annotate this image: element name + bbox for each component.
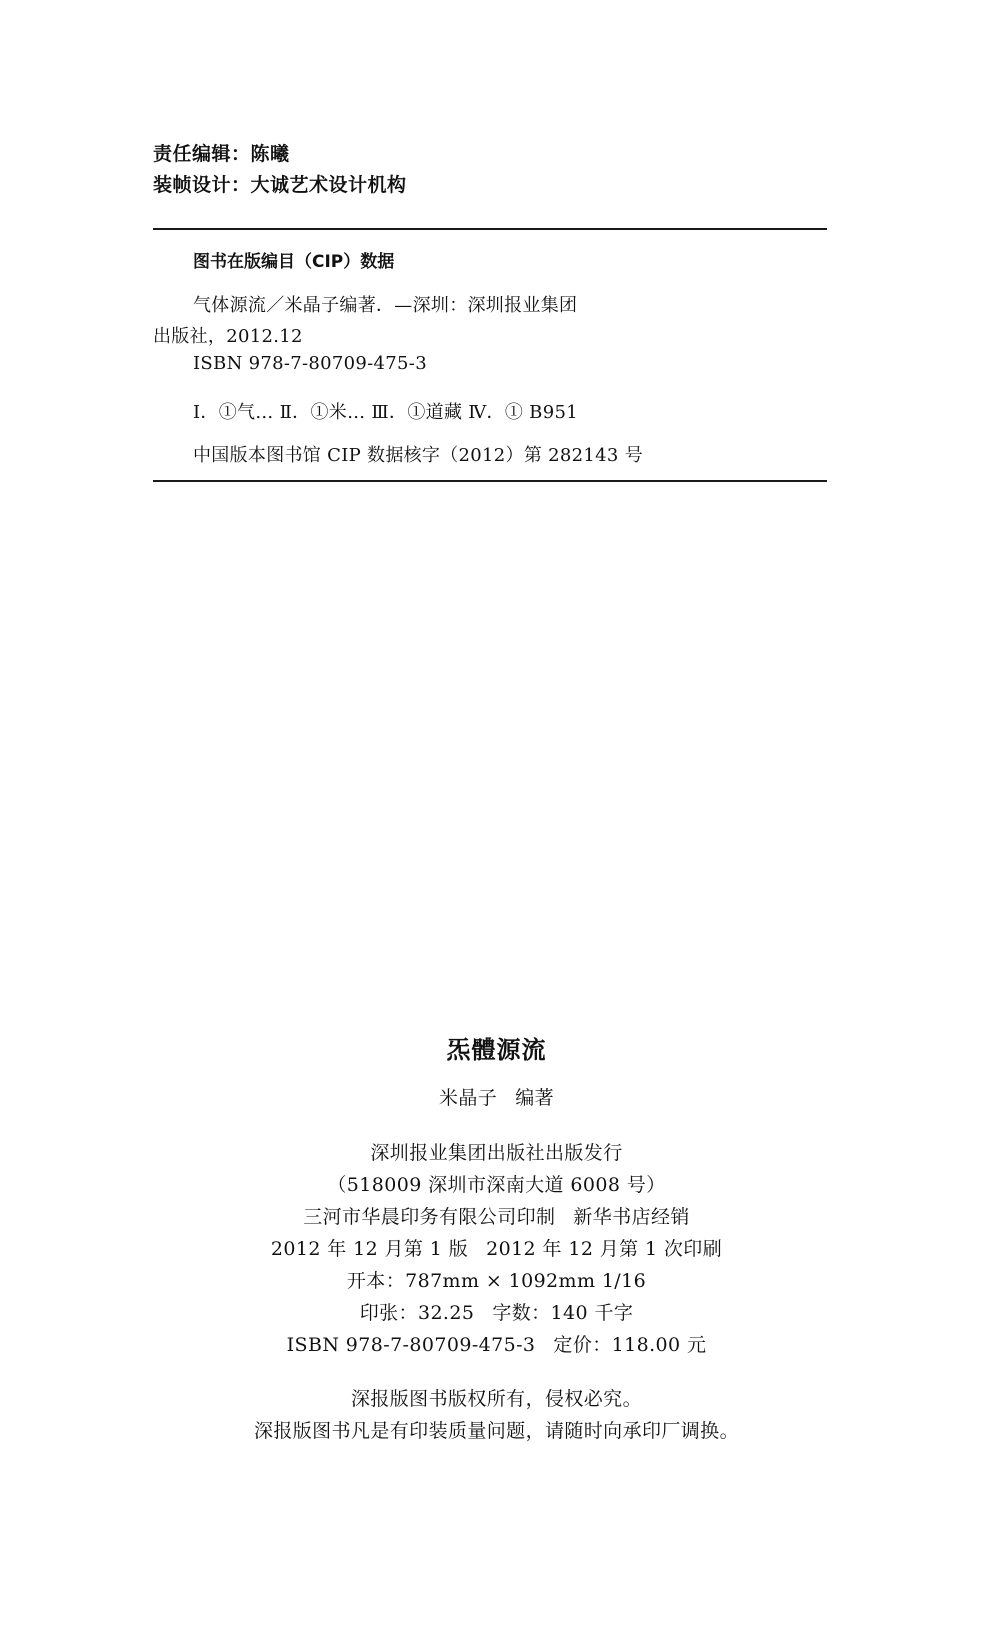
word-count: 字数：140 千字 xyxy=(492,1302,634,1324)
design-credit xyxy=(153,170,407,197)
publisher-address: （518009 深圳市深南大道 6008 号） xyxy=(327,1174,666,1196)
printer: 三河市华晨印务有限公司印制 xyxy=(303,1206,556,1228)
publisher-line: 深圳报业集团出版社出版发行 xyxy=(370,1142,623,1164)
printing: 2012 年 12 月第 1 次印刷 xyxy=(486,1238,723,1260)
edition: 2012 年 12 月第 1 版 xyxy=(270,1238,469,1260)
editor-name: 陈曦 xyxy=(250,143,290,165)
book-title: 炁體源流 xyxy=(446,1036,547,1064)
author-line xyxy=(0,1083,993,1110)
cip-entry-line2: 出版社，2012.12 xyxy=(153,326,303,347)
cip-entry-line1: 气体源流／米晶子编著．—深圳：深圳报业集团 xyxy=(193,295,578,316)
cip-classification: Ⅰ．①气… Ⅱ．①米… Ⅲ．①道藏 Ⅳ．① B951 xyxy=(193,402,578,423)
quality-notice: 深报版图书凡是有印装质量问题，请随时向承印厂调换。 xyxy=(253,1420,739,1442)
author-role: 编著 xyxy=(515,1087,554,1109)
printer-line xyxy=(0,1202,993,1229)
cip-top-rule xyxy=(153,228,827,230)
format-line: 开本：787mm × 1092mm 1/16 xyxy=(346,1270,647,1292)
rights-notice: 深报版图书版权所有，侵权必究。 xyxy=(350,1388,642,1410)
distributor: 新华书店经销 xyxy=(573,1206,690,1228)
author-name: 米晶子 xyxy=(438,1087,498,1109)
colophon-isbn: ISBN 978-7-80709-475-3 xyxy=(286,1334,536,1356)
cip-bottom-rule xyxy=(153,480,827,482)
editor-label: 责任编辑： xyxy=(153,143,251,165)
design-label: 装帧设计： xyxy=(153,174,251,196)
cip-record: 中国版本图书馆 CIP 数据核字（2012）第 282143 号 xyxy=(193,445,644,466)
editor-credit xyxy=(153,139,290,166)
price: 定价：118.00 元 xyxy=(553,1334,707,1356)
cip-isbn: ISBN 978-7-80709-475-3 xyxy=(193,353,427,374)
isbn-price-line xyxy=(0,1330,993,1357)
sheets-line xyxy=(0,1298,993,1325)
sheets: 印张：32.25 xyxy=(359,1302,475,1324)
design-name: 大诚艺术设计机构 xyxy=(250,174,407,196)
edition-line xyxy=(0,1234,993,1261)
cip-heading: 图书在版编目（CIP）数据 xyxy=(193,252,395,272)
